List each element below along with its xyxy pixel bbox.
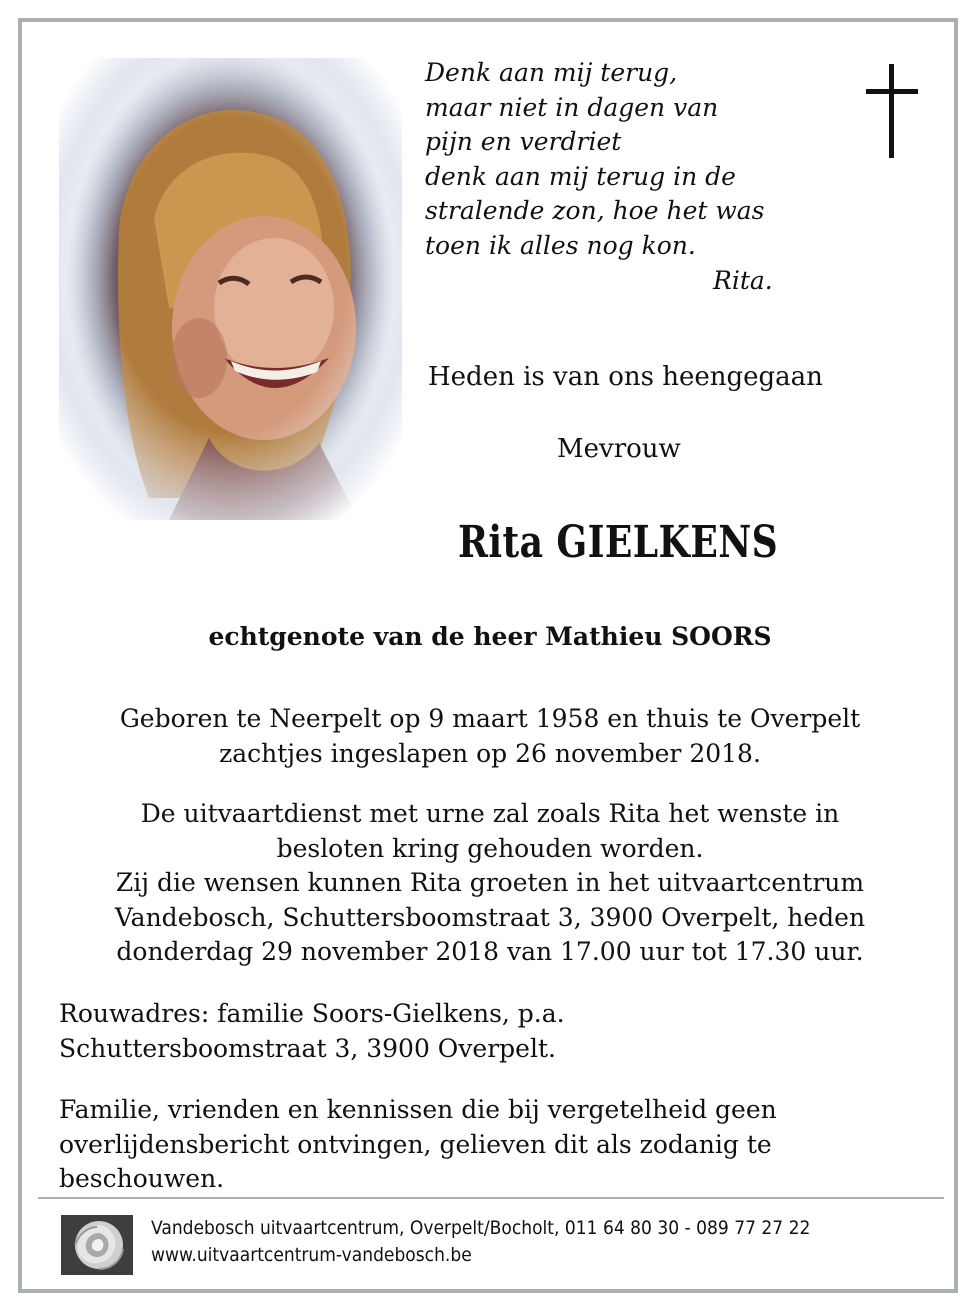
poem-line: denk aan mij terug in de bbox=[425, 161, 736, 191]
text-line: Vandebosch, Schuttersboomstraat 3, 3900 Overpelt, heden bbox=[114, 902, 866, 932]
text-line: overlijdensbericht ontvingen, gelieven dit als zodanig te bbox=[59, 1129, 772, 1159]
memorial-poem bbox=[425, 56, 825, 298]
poem-line: toen ik alles nog kon. bbox=[425, 230, 696, 260]
text-line: Schuttersboomstraat 3, 3900 Overpelt. bbox=[59, 1033, 556, 1063]
footer-website: www.uitvaartcentrum-vandebosch.be bbox=[151, 1244, 472, 1266]
rose-icon bbox=[61, 1215, 133, 1275]
portrait-photo bbox=[59, 58, 402, 520]
funeral-home-footer bbox=[151, 1215, 810, 1269]
text-line: beschouwen. bbox=[59, 1164, 225, 1193]
text-line: donderdag 29 november 2018 van 17.00 uur tot 17.30 uur. bbox=[116, 937, 864, 966]
text-line: Geboren te Neerpelt op 9 maart 1958 en thuis te Overpelt bbox=[119, 704, 861, 733]
deceased-name: Rita GIELKENS bbox=[458, 517, 779, 568]
poem-line: stralende zon, hoe het was bbox=[425, 196, 765, 226]
footer-contact: Vandebosch uitvaartcentrum, Overpelt/Bocholt, 011 64 80 30 - 089 77 27 22 bbox=[151, 1217, 811, 1239]
text-line: Zij die wensen kunnen Rita groeten in het uitvaartcentrum bbox=[115, 868, 865, 897]
text-line: De uitvaartdienst met urne zal zoals Rita het wenste in bbox=[140, 799, 840, 828]
notice-paragraph bbox=[59, 1093, 777, 1197]
cross-icon bbox=[862, 64, 922, 158]
service-paragraph bbox=[40, 797, 940, 970]
birth-death-paragraph bbox=[40, 702, 940, 771]
poem-line: Denk aan mij terug, bbox=[425, 58, 678, 87]
footer-divider bbox=[38, 1197, 944, 1199]
announcement-text: Heden is van ons heengegaan bbox=[428, 362, 823, 392]
honorific: Mevrouw bbox=[557, 434, 681, 464]
poem-line: maar niet in dagen van bbox=[425, 92, 719, 122]
text-line: Familie, vrienden en kennissen die bij vergetelheid geen bbox=[59, 1095, 777, 1124]
poem-signature: Rita. bbox=[713, 265, 773, 295]
text-line: Rouwadres: familie Soors-Gielkens, p.a. bbox=[59, 999, 565, 1028]
text-line: zachtjes ingeslapen op 26 november 2018. bbox=[219, 738, 761, 768]
poem-line: pijn en verdriet bbox=[425, 127, 622, 157]
mourning-address bbox=[59, 997, 565, 1066]
spouse-line: echtgenote van de heer Mathieu SOORS bbox=[208, 622, 772, 651]
text-line: besloten kring gehouden worden. bbox=[276, 833, 704, 863]
